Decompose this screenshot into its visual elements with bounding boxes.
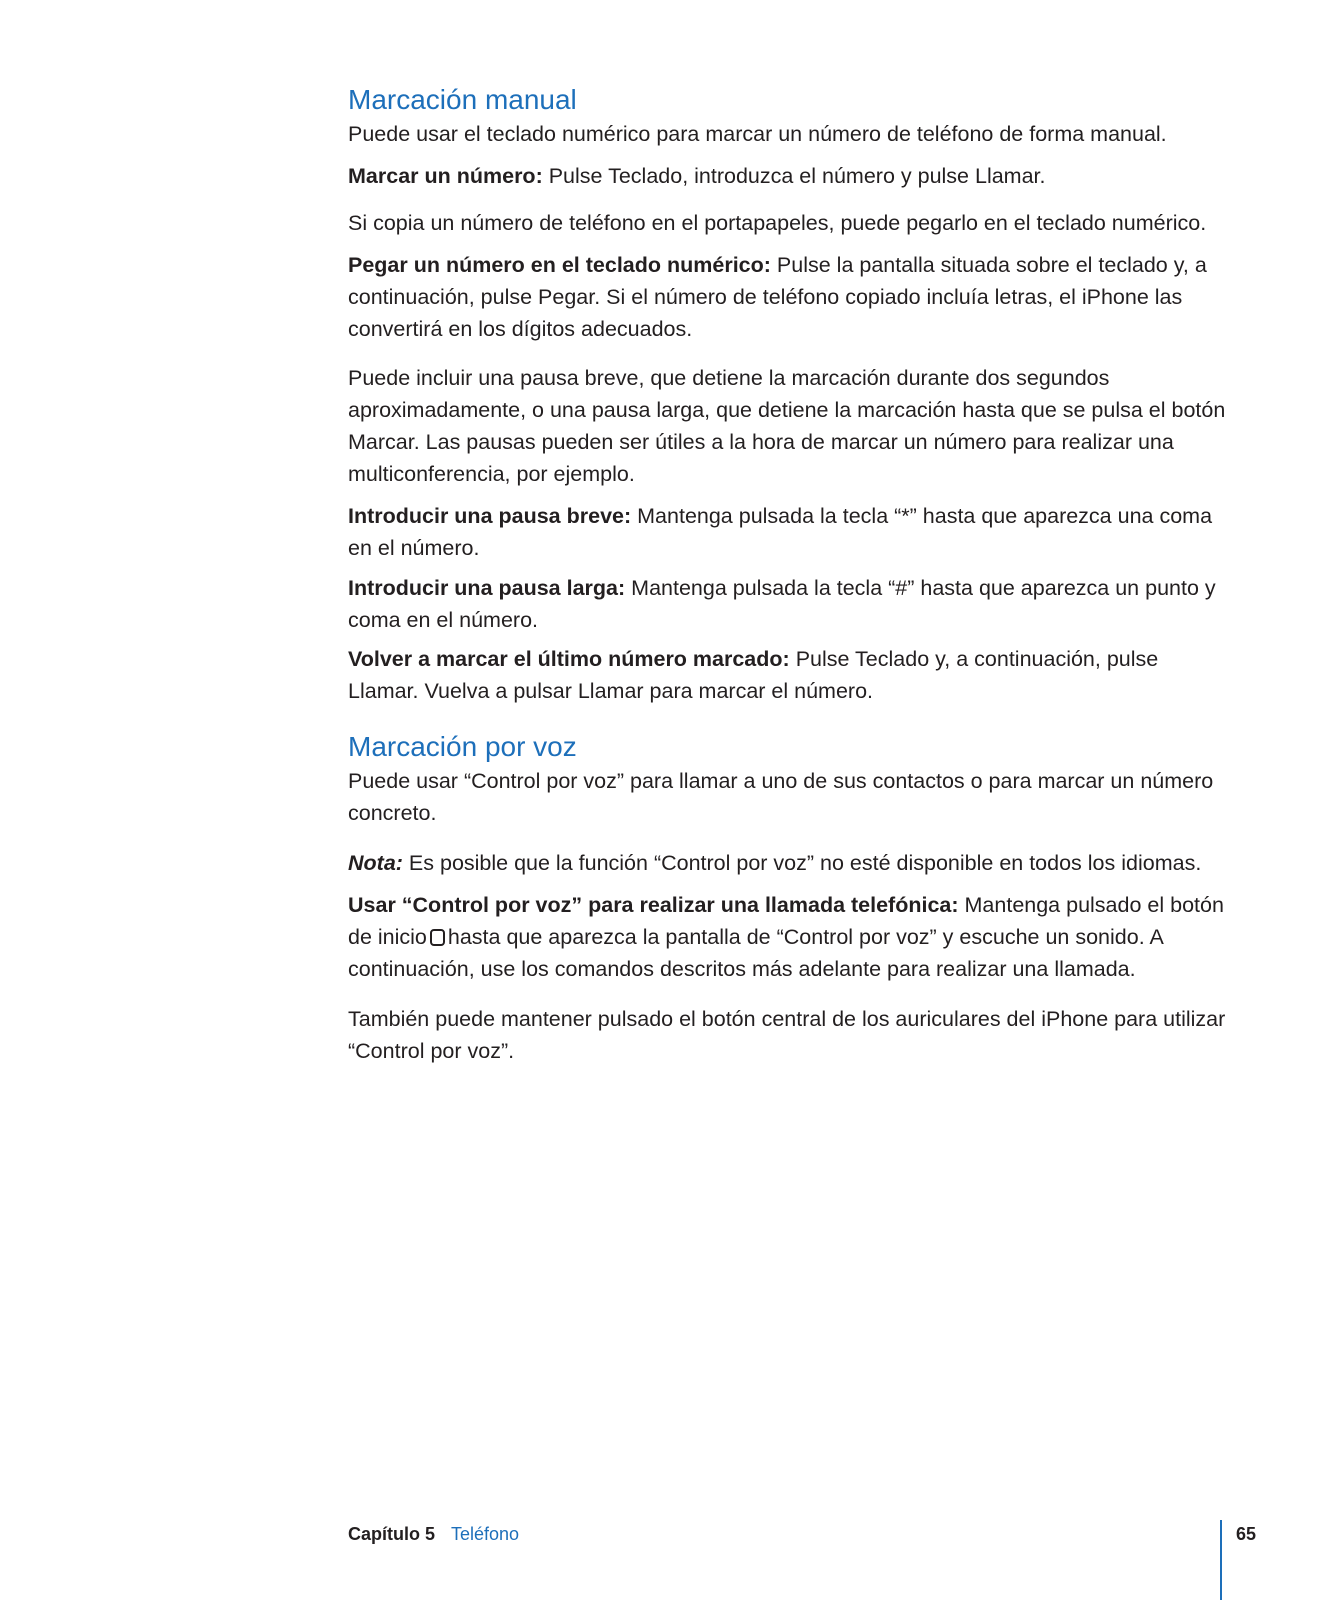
- pausa-breve-label: Introducir una pausa breve:: [348, 504, 632, 528]
- pausa-larga-text: Mantenga pulsada la tecla “#” hasta que aparezca un punto y coma en el número.: [348, 576, 1216, 632]
- pegar-text: Pulse la pantalla situada sobre el teclado y, a continuación, pulse Pegar. Si el número de teléfono copiado incluía letras, el iPhone las convertirá en los dígitos adecuados.: [348, 253, 1207, 341]
- auriculares-paragraph: También puede mantener pulsado el botón central de los auriculares del iPhone para utilizar “Control por voz”.: [348, 1007, 1226, 1063]
- volver-text: Pulse Teclado y, a continuación, pulse Llamar. Vuelva a pulsar Llamar para marcar el número.: [348, 647, 1159, 703]
- footer-chapter-title: Teléfono: [451, 1524, 520, 1544]
- page-number: 65: [1236, 1524, 1257, 1544]
- marcar-numero-label: Marcar un número:: [348, 164, 543, 188]
- pausa-larga-paragraph: [348, 572, 1228, 636]
- volver-paragraph: [348, 643, 1228, 707]
- intro-paragraph: Puede usar el teclado numérico para marcar un número de teléfono de forma manual.: [348, 122, 1167, 146]
- volver-label: Volver a marcar el último número marcado:: [348, 647, 790, 671]
- pegar-label: Pegar un número en el teclado numérico:: [348, 253, 771, 277]
- usar-control-text-2: hasta que aparezca la pantalla de “Control por voz” y escuche un sonido. A continuación, use los comandos descritos más adelante para realizar una llamada.: [348, 925, 1163, 981]
- voz-intro-paragraph: Puede usar “Control por voz” para llamar a uno de sus contactos o para marcar un número concreto.: [348, 769, 1214, 825]
- pausa-breve-paragraph: [348, 500, 1228, 564]
- page-content: [348, 82, 1228, 1067]
- nota-label: Nota:: [348, 851, 403, 875]
- pausa-paragraph: Puede incluir una pausa breve, que detiene la marcación durante dos segundos aproximadamente, o una pausa larga, que detiene la marcación hasta que se pulsa el botón Marcar. Las pausas pueden ser útiles a la hora de marcar un número para realizar una multiconferencia, por ejemplo.: [348, 366, 1226, 486]
- marcar-numero-paragraph: [348, 160, 1228, 192]
- usar-control-text-1: Mantenga pulsado el botón de inicio: [348, 893, 1224, 949]
- pausa-larga-label: Introducir una pausa larga:: [348, 576, 626, 600]
- nota-text: Es posible que la función “Control por voz” no esté disponible en todos los idiomas.: [408, 851, 1202, 875]
- nota-paragraph: [348, 847, 1228, 879]
- footer-divider: [1220, 1520, 1222, 1600]
- usar-control-paragraph: [348, 889, 1228, 985]
- copia-paragraph: Si copia un número de teléfono en el portapapeles, puede pegarlo en el teclado numérico.: [348, 211, 1207, 235]
- section-heading-marcacion-manual: Marcación manual: [348, 84, 577, 115]
- usar-control-label: Usar “Control por voz” para realizar una llamada telefónica:: [348, 893, 959, 917]
- pausa-breve-text: Mantenga pulsada la tecla “*” hasta que aparezca una coma en el número.: [348, 504, 1213, 560]
- pegar-paragraph: [348, 249, 1228, 345]
- footer-chapter: [348, 1521, 519, 1547]
- marcar-numero-text: Pulse Teclado, introduzca el número y pulse Llamar.: [548, 164, 1046, 188]
- home-button-icon: [430, 929, 445, 946]
- footer-chapter-label: Capítulo 5: [348, 1524, 436, 1544]
- section-heading-marcacion-por-voz: Marcación por voz: [348, 731, 577, 762]
